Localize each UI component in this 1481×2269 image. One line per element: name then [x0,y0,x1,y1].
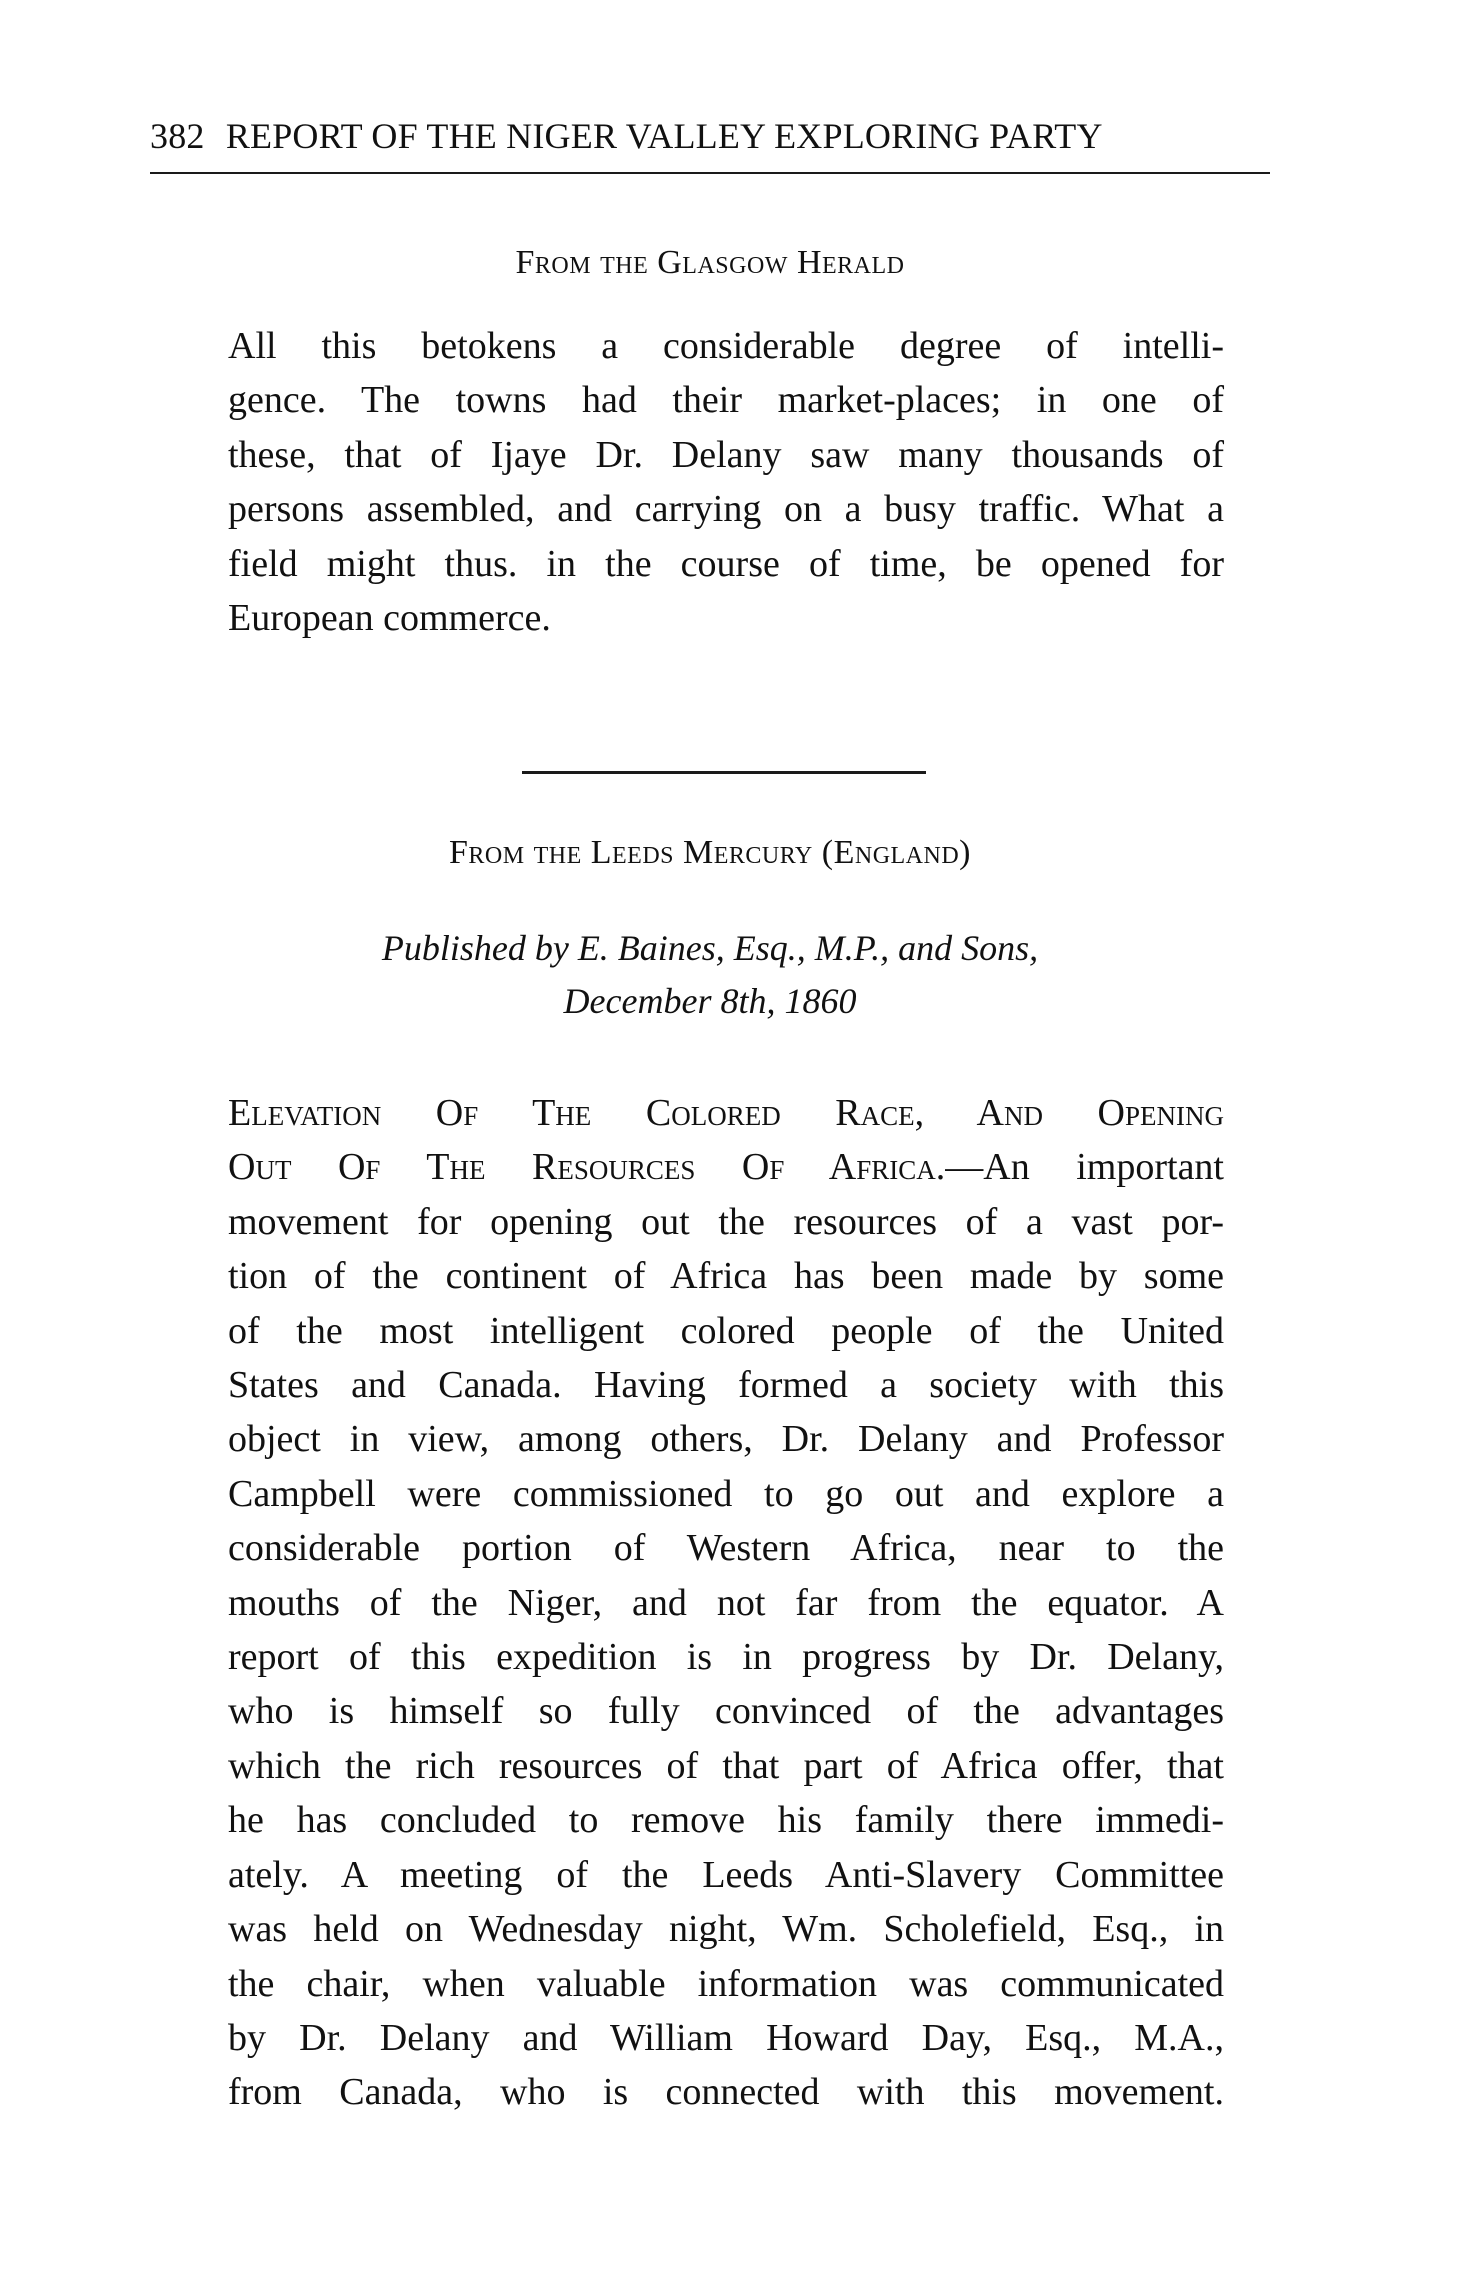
running-head-title: REPORT OF THE NIGER VALLEY EXPLORING PARTY [225,116,1103,156]
article-lead: —An important [945,1146,1224,1189]
text-line: tion of the continent of Africa has been made by some [228,1255,1224,1298]
page-number: 382 [150,116,205,156]
running-head [150,118,1270,154]
article-title-line: Elevation Of The Colored Race, And Opening [228,1092,1224,1134]
text-line [228,1140,1224,1194]
text-line: which the rich resources of that part of Africa offer, that [228,1744,1224,1787]
text-line: of the most intelligent colored people of the United [228,1309,1224,1352]
glasgow-herald-paragraph [228,319,1224,645]
text-line: European commerce. [228,597,551,640]
text-line: mouths of the Niger, and not far from the equator. A [228,1581,1224,1624]
text-line: from Canada, who is connected with this movement. [228,2071,1224,2114]
article-title-line: Out Of The Resources Of Africa. [228,1146,946,1189]
text-line: movement for opening out the resources of a vast por- [228,1200,1224,1243]
text-line: persons assembled, and carrying on a busy traffic. What a [228,488,1224,531]
text-line: object in view, among others, Dr. Delany and Professor [228,1418,1224,1461]
text-line: who is himself so fully convinced of the advantages [228,1690,1224,1733]
text-line: States and Canada. Having formed a society with this [228,1364,1224,1407]
publisher-line: Published by E. Baines, Esq., M.P., and Sons, [381,928,1039,968]
leeds-mercury-article [228,1086,1224,2120]
text-line: All this betokens a considerable degree of intelli- [228,325,1224,367]
text-line: was held on Wednesday night, Wm. Scholefield, Esq., in [228,1908,1224,1951]
header-rule [150,172,1270,174]
text-line: the chair, when valuable information was communicated [228,1962,1224,2005]
text-line: these, that of Ijaye Dr. Delany saw many thousands of [228,433,1224,476]
text-line: ately. A meeting of the Leeds Anti-Slavery Committee [228,1853,1224,1896]
section-divider [522,771,926,774]
text-line: field might thus. in the course of time, be opened for [228,542,1224,585]
text-line: by Dr. Delany and William Howard Day, Esq., M.A., [228,2016,1224,2059]
publication-date: December 8th, 1860 [563,981,857,1021]
text-line: considerable portion of Western Africa, near to the [228,1527,1224,1570]
text-line: he has concluded to remove his family there immedi- [228,1799,1224,1842]
glasgow-herald-heading: From the Glasgow Herald [515,244,905,281]
text-line: report of this expedition is in progress by Dr. Delany, [228,1636,1224,1679]
text-line: gence. The towns had their market-places; in one of [228,379,1224,422]
text-line: Campbell were commissioned to go out and explore a [228,1472,1224,1515]
leeds-mercury-heading: From the Leeds Mercury (England) [449,834,971,871]
